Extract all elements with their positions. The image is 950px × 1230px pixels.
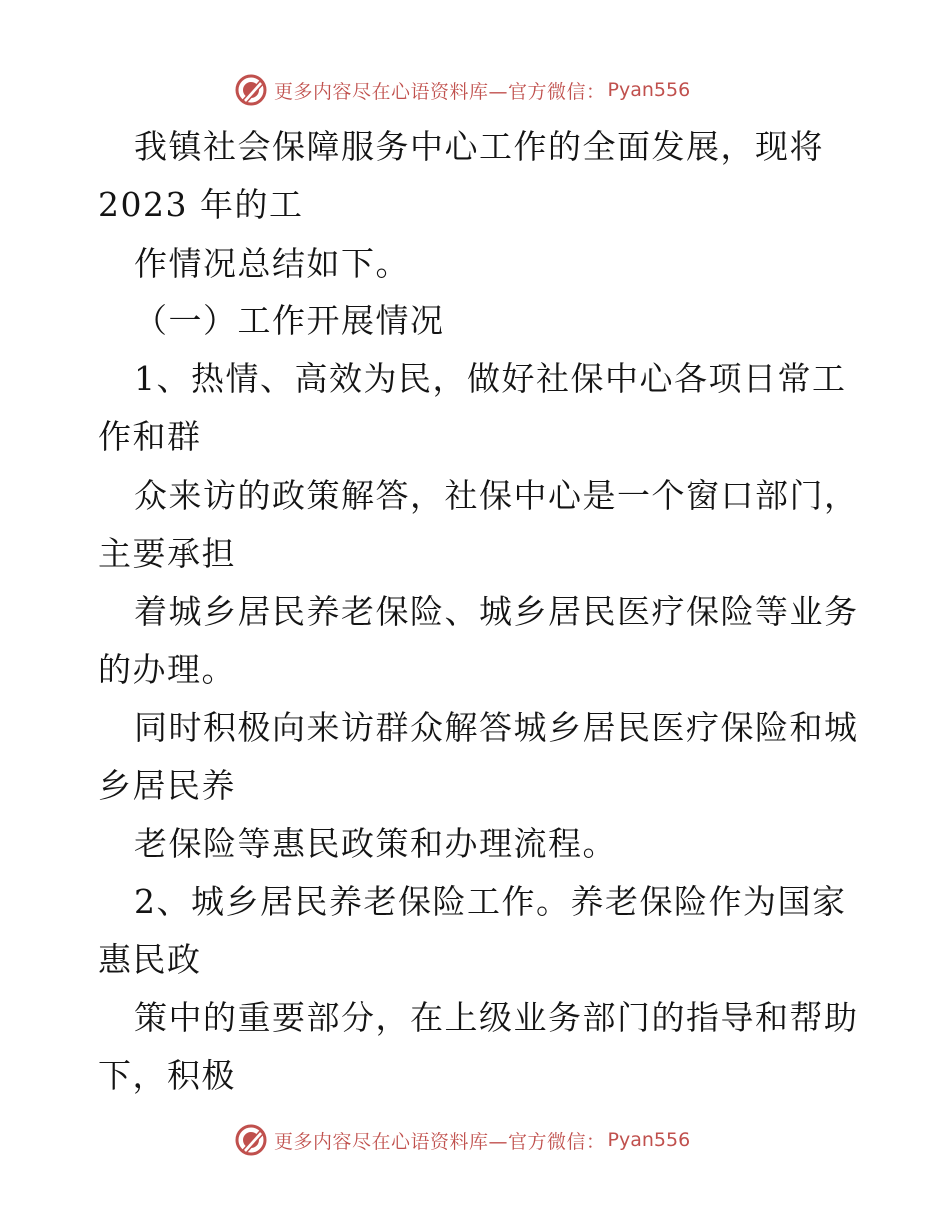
pen-seal-icon bbox=[234, 1123, 268, 1157]
watermark-text: 更多内容尽在心语资料库—官方微信： bbox=[274, 80, 606, 103]
text-line: 我镇社会保障服务中心工作的全面发展，现将 bbox=[134, 127, 824, 166]
text-line: 作情况总结如下。 bbox=[134, 244, 410, 283]
footer-watermark bbox=[234, 1122, 690, 1158]
text-line: 的办理。 bbox=[98, 650, 236, 689]
text-line: 2023 年的工 bbox=[98, 185, 304, 224]
watermark-wechat-id: Pyan556 bbox=[607, 1129, 691, 1151]
text-line: 惠民政 bbox=[98, 940, 202, 979]
text-line: 1、热情、高效为民，做好社保中心各项日常工 bbox=[134, 359, 847, 398]
text-line: 2、城乡居民养老保险工作。养老保险作为国家 bbox=[134, 882, 847, 921]
text-line: 老保险等惠民政策和办理流程。 bbox=[134, 824, 617, 863]
watermark-text: 更多内容尽在心语资料库—官方微信： bbox=[274, 1130, 606, 1153]
text-line: 主要承担 bbox=[98, 534, 236, 573]
text-line: 着城乡居民养老保险、城乡居民医疗保险等业务 bbox=[134, 592, 859, 631]
text-line: 策中的重要部分，在上级业务部门的指导和帮助 bbox=[134, 998, 859, 1037]
text-line: 同时积极向来访群众解答城乡居民医疗保险和城 bbox=[134, 708, 859, 747]
watermark-wechat-id: Pyan556 bbox=[607, 79, 691, 101]
text-line: 下，积极 bbox=[98, 1056, 236, 1095]
text-line: 众来访的政策解答，社保中心是一个窗口部门， bbox=[134, 476, 859, 515]
text-line: 乡居民养 bbox=[98, 766, 236, 805]
text-line: 作和群 bbox=[98, 417, 202, 456]
section-heading: （一）工作开展情况 bbox=[134, 301, 445, 340]
